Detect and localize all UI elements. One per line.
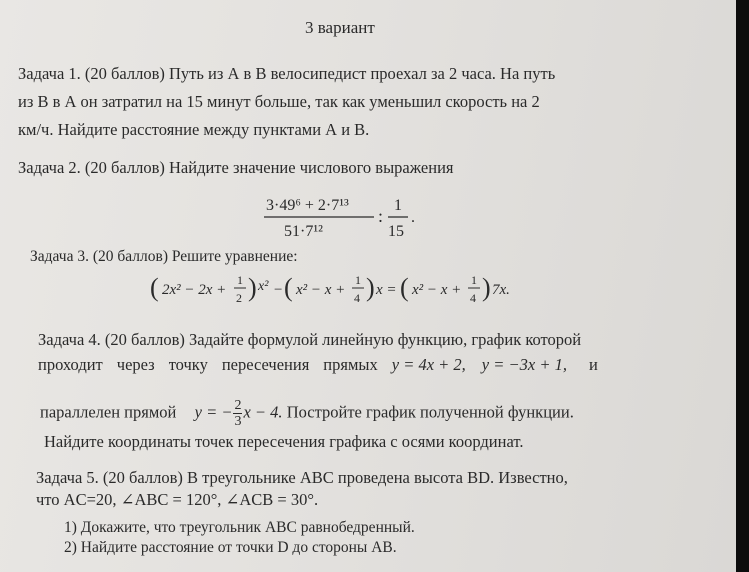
task2-expression <box>262 190 432 251</box>
svg-text:): ) <box>366 273 375 302</box>
task4-eq3-fraction <box>233 398 242 429</box>
task5-line1: Задача 5. (20 баллов) В треугольнике ABC проведена высота BD. Известно, <box>36 468 568 487</box>
task4-word: точку <box>168 355 208 374</box>
svg-text:(: ( <box>284 273 293 302</box>
svg-text:2x² − 2x +: 2x² − 2x + <box>162 282 227 298</box>
task4-eq2: y = −3x + 1, <box>481 355 567 374</box>
task4-word: через <box>116 355 155 374</box>
task4-and: и <box>588 355 598 374</box>
task2-frac2-denominator: 15 <box>388 223 404 240</box>
svg-text:4: 4 <box>470 291 476 305</box>
task4-word: прямых <box>323 355 378 374</box>
svg-text:(: ( <box>400 273 409 302</box>
svg-text:−: − <box>274 282 283 298</box>
task4-line3 <box>40 398 574 429</box>
svg-text:1: 1 <box>355 273 361 287</box>
task2-numerator: 3·49⁶ + 2·7¹³ <box>266 197 349 214</box>
task2-text: Задача 2. (20 баллов) Найдите значение числового выражения <box>18 158 454 177</box>
task5-item1: 1) Докажите, что треугольник ABC равнобедренный. <box>64 519 415 536</box>
task4-line1: Задача 4. (20 баллов) Задайте формулой линейную функцию, график которой <box>38 330 582 349</box>
task4-line2 <box>38 355 612 375</box>
task3-text: Задача 3. (20 баллов) Решите уравнение: <box>30 248 298 265</box>
svg-text:(: ( <box>150 273 159 302</box>
task1-line3: км/ч. Найдите расстояние между пунктами А и В. <box>18 120 370 139</box>
task4-line4: Найдите координаты точек пересечения графика с осями координат. <box>44 432 524 451</box>
svg-text:): ) <box>248 273 257 302</box>
task3-equation-svg <box>150 266 550 310</box>
page-title: 3 вариант <box>305 18 375 37</box>
task2-denominator: 51·7¹² <box>284 223 323 240</box>
svg-text:): ) <box>482 273 491 302</box>
task4-line3-end: Постройте график полученной функции. <box>286 402 574 422</box>
task2-frac2-numerator: 1 <box>394 197 402 214</box>
task4-line3-start: параллелен прямой <box>40 402 177 422</box>
svg-text:x²: x² <box>258 279 269 294</box>
svg-text:x² − x +: x² − x + <box>412 282 462 298</box>
svg-text:2: 2 <box>236 291 242 305</box>
task2-period: . <box>411 209 415 226</box>
task4-eq3-num: 2 <box>234 398 242 413</box>
task5-line2: что AC=20, ∠ABC = 120°, ∠ACB = 30°. <box>36 490 319 509</box>
task4-eq3-pre: y = − <box>194 402 233 422</box>
task4-eq3-den: 3 <box>234 414 242 429</box>
task4-eq3-post: x − 4. <box>243 402 283 422</box>
task4-eq1: y = 4x + 2, <box>391 355 466 374</box>
task1-line1: Задача 1. (20 баллов) Путь из А в В велосипедист проехал за 2 часа. На путь <box>18 64 556 83</box>
task3-equation <box>150 266 550 315</box>
svg-text:7x.: 7x. <box>492 282 510 298</box>
task1-line2: из В в А он затратил на 15 минут больше, так как уменьшил скорость на 2 <box>18 92 540 111</box>
svg-text:4: 4 <box>354 291 360 305</box>
task4-word: проходит <box>38 355 103 374</box>
photo-dark-edge <box>736 0 749 572</box>
task2-colon: : <box>378 206 384 226</box>
task4-word: пересечения <box>221 355 310 374</box>
svg-text:x² − x +: x² − x + <box>296 282 346 298</box>
svg-text:x =: x = <box>376 282 397 298</box>
svg-text:1: 1 <box>237 273 243 287</box>
task5-item2: 2) Найдите расстояние от точки D до стороны AB. <box>64 539 397 556</box>
svg-text:1: 1 <box>471 273 477 287</box>
